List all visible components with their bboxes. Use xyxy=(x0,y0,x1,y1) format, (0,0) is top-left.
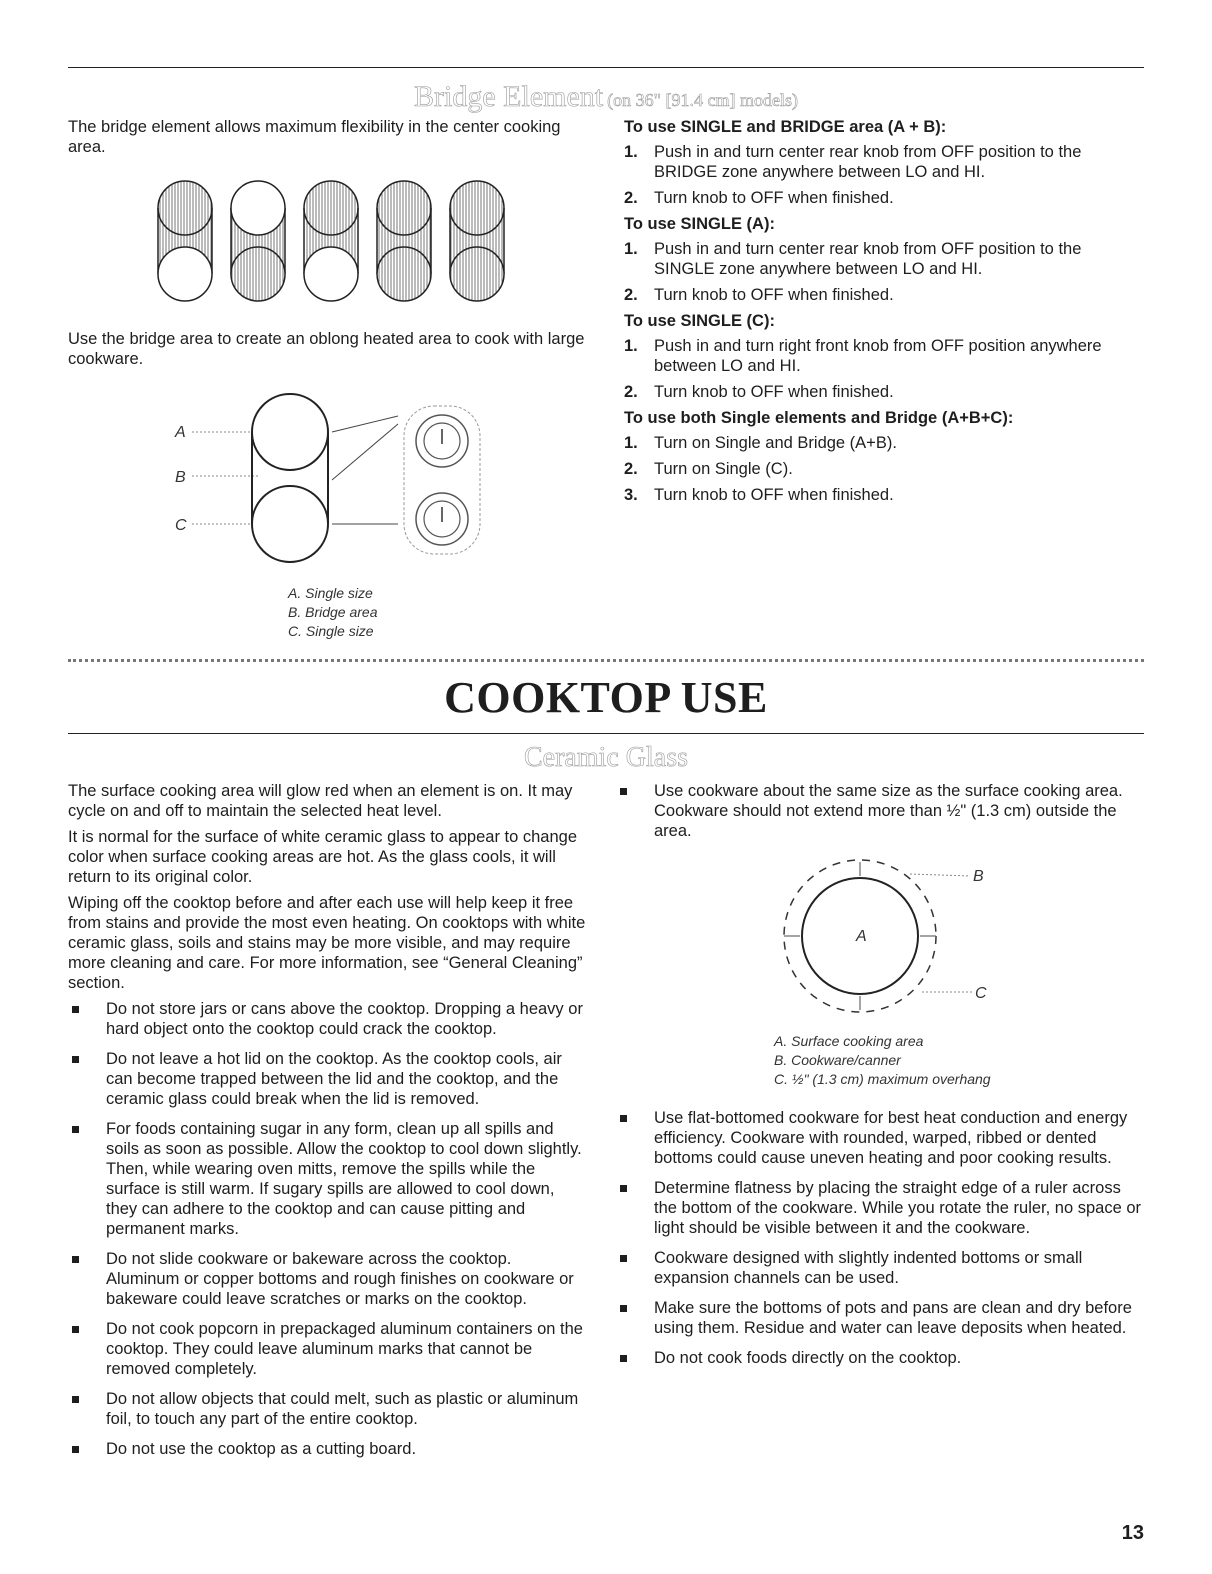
step-text: Turn knob to OFF when finished. xyxy=(654,486,894,504)
step-number: 2. xyxy=(624,383,638,401)
instruction-step xyxy=(624,459,1144,479)
bridge-area-text: Use the bridge area to create an oblong heated area to cook with large cookware. xyxy=(68,330,585,368)
bullet-icon xyxy=(72,1326,79,1333)
step-text: Push in and turn right front knob from OFF position anywhere between LO and HI. xyxy=(654,337,1102,375)
section-divider xyxy=(68,659,1144,662)
list-item xyxy=(616,781,1144,841)
ceramic-glass-title: Ceramic Glass xyxy=(523,742,689,773)
instruction-section-single-a xyxy=(624,214,1144,305)
cookware-caption-c: C. ½" (1.3 cm) maximum overhang xyxy=(774,1071,991,1087)
step-number: 2. xyxy=(624,460,638,478)
list-item-text: Do not slide cookware or bakeware across the cooktop. Aluminum or copper bottoms and rough finishes on cookware or bakeware could leave scratches or marks on the cooktop. xyxy=(106,1250,574,1308)
instruction-heading: To use SINGLE (C): xyxy=(624,312,775,330)
step-text: Push in and turn center rear knob from OFF position to the BRIDGE zone anywhere between LO and HI. xyxy=(654,143,1082,181)
list-item xyxy=(68,1049,588,1109)
list-item-text: Make sure the bottoms of pots and pans are clean and dry before using them. Residue and water can leave deposits when heated. xyxy=(654,1299,1132,1337)
step-text: Turn on Single and Bridge (A+B). xyxy=(654,434,897,452)
list-item xyxy=(616,1248,1144,1288)
bullet-icon xyxy=(620,1255,627,1262)
bridge-area-text-block xyxy=(68,329,598,375)
burner-combinations-diagram xyxy=(150,172,510,314)
instruction-step xyxy=(624,336,1144,376)
list-item xyxy=(68,1119,588,1239)
step-text: Turn knob to OFF when finished. xyxy=(654,189,894,207)
instruction-step xyxy=(624,285,1144,305)
ceramic-paragraph: Wiping off the cooktop before and after each use will help keep it free from stains and provide the most even heating. On cooktops with white ceramic glass, soils and stains may be more visible, and may require more cleaning and care. For more information, see “General Cleaning” section. xyxy=(68,894,586,992)
bridge-instructions xyxy=(624,117,1144,511)
instruction-section-all xyxy=(624,408,1144,505)
bullet-icon xyxy=(72,1006,79,1013)
burner-combo-1 xyxy=(158,181,212,301)
ceramic-paragraph: It is normal for the surface of white ceramic glass to appear to change color when surface cooking areas are hot. As the glass cools, it will return to its original color. xyxy=(68,828,578,886)
instruction-heading: To use both Single elements and Bridge (A+B+C): xyxy=(624,409,1014,427)
bridge-label-a: A xyxy=(175,424,186,441)
bullet-icon xyxy=(620,788,627,795)
step-number: 1. xyxy=(624,434,638,452)
title-rule xyxy=(68,733,1144,734)
bullet-icon xyxy=(620,1305,627,1312)
bridge-captions xyxy=(288,584,378,641)
list-item-text: Cookware designed with slightly indented bottoms or small expansion channels can be used. xyxy=(654,1249,1083,1287)
bridge-caption-c: C. Single size xyxy=(288,623,374,639)
instruction-step xyxy=(624,485,1144,505)
burner-combo-5 xyxy=(450,181,504,301)
instruction-step xyxy=(624,188,1144,208)
list-item xyxy=(616,1108,1144,1168)
cookware-caption-b: B. Cookware/canner xyxy=(774,1052,901,1068)
bridge-caption-b: B. Bridge area xyxy=(288,604,378,620)
step-number: 2. xyxy=(624,189,638,207)
instruction-section-single-bridge xyxy=(624,117,1144,208)
list-item xyxy=(68,999,588,1039)
cookware-captions xyxy=(774,1032,991,1089)
bullet-icon xyxy=(620,1185,627,1192)
list-item-text: Do not use the cooktop as a cutting board. xyxy=(106,1440,417,1458)
bullet-icon xyxy=(72,1446,79,1453)
burner-combo-3 xyxy=(304,181,358,301)
list-item-text: Do not allow objects that could melt, such as plastic or aluminum foil, to touch any part of the entire cooktop. xyxy=(106,1390,579,1428)
instruction-step xyxy=(624,239,1144,279)
instruction-step xyxy=(624,433,1144,453)
cookware-caption-a: A. Surface cooking area xyxy=(774,1033,924,1049)
bullet-icon xyxy=(72,1256,79,1263)
top-rule xyxy=(68,67,1144,68)
cookware-label-b: B xyxy=(973,868,984,885)
bullet-icon xyxy=(72,1056,79,1063)
bridge-label-b: B xyxy=(175,469,186,486)
list-item-text: Do not store jars or cans above the cooktop. Dropping a heavy or hard object onto the cooktop could crack the cooktop. xyxy=(106,1000,583,1038)
list-item-text: Do not cook foods directly on the cooktop. xyxy=(654,1349,962,1367)
list-item xyxy=(616,1178,1144,1238)
bullet-icon xyxy=(620,1355,627,1362)
bullet-icon xyxy=(72,1126,79,1133)
bullet-icon xyxy=(72,1396,79,1403)
list-item xyxy=(616,1298,1144,1338)
bridge-caption-a: A. Single size xyxy=(288,585,373,601)
ceramic-left-column xyxy=(68,781,588,1469)
step-number: 1. xyxy=(624,240,638,258)
instruction-heading: To use SINGLE (A): xyxy=(624,215,775,233)
instruction-step xyxy=(624,382,1144,402)
bridge-intro: The bridge element allows maximum flexibility in the center cooking area. xyxy=(68,118,561,156)
bullet-icon xyxy=(620,1115,627,1122)
ceramic-paragraph: The surface cooking area will glow red when an element is on. It may cycle on and off to maintain the selected heat level. xyxy=(68,782,573,820)
bridge-section-title xyxy=(0,80,1212,114)
bridge-left-column xyxy=(68,117,598,163)
step-number: 3. xyxy=(624,486,638,504)
cookware-label-c: C xyxy=(975,985,987,1002)
list-item-text: Use flat-bottomed cookware for best heat conduction and energy efficiency. Cookware with rounded, warped, ribbed or dented bottoms could cause uneven heating and poor cooking results. xyxy=(654,1109,1128,1167)
burner-combo-2 xyxy=(231,181,285,301)
step-text: Push in and turn center rear knob from OFF position to the SINGLE zone anywhere between LO and HI. xyxy=(654,240,1082,278)
ceramic-right-column-top xyxy=(616,781,1144,851)
step-number: 1. xyxy=(624,143,638,161)
step-text: Turn knob to OFF when finished. xyxy=(654,286,894,304)
list-item-text: For foods containing sugar in any form, clean up all spills and soils as soon as possible. Allow the cooktop to cool down slightly. Then, while wearing oven mitts, remove the spills while the surface is still warm. If sugary spills are allowed to cool down, they can adhere to the cooktop and can cause pitting and permanent marks. xyxy=(106,1120,582,1238)
step-text: Turn on Single (C). xyxy=(654,460,793,478)
step-number: 1. xyxy=(624,337,638,355)
page-number: 13 xyxy=(1121,1522,1144,1544)
burner-combo-4 xyxy=(377,181,431,301)
ceramic-right-column-bottom xyxy=(616,1108,1144,1378)
step-text: Turn knob to OFF when finished. xyxy=(654,383,894,401)
cookware-size-diagram xyxy=(770,852,1010,1024)
page-title: COOKTOP USE xyxy=(444,673,768,722)
list-item xyxy=(68,1249,588,1309)
cookware-label-a: A xyxy=(856,928,867,945)
list-item xyxy=(68,1439,588,1459)
step-number: 2. xyxy=(624,286,638,304)
list-item-text: Do not cook popcorn in prepackaged aluminum containers on the cooktop. They could leave aluminum marks that cannot be removed completely. xyxy=(106,1320,583,1378)
list-item xyxy=(616,1348,1144,1368)
bridge-title-main: Bridge Element xyxy=(414,80,604,113)
list-item-text: Do not leave a hot lid on the cooktop. As the cooktop cools, air can become trapped between the lid and the cooktop, and the ceramic glass could break when the lid is removed. xyxy=(106,1050,562,1108)
list-item xyxy=(68,1319,588,1379)
bridge-title-suffix: (on 36" [91.4 cm] models) xyxy=(607,90,798,110)
bridge-label-c: C xyxy=(175,517,187,534)
bridge-element-diagram xyxy=(160,384,500,576)
instruction-section-single-c xyxy=(624,311,1144,402)
list-item-text: Determine flatness by placing the straight edge of a ruler across the bottom of the cookware. While you rotate the ruler, no space or light should be visible between it and the cookware. xyxy=(654,1179,1142,1237)
list-item-text: Use cookware about the same size as the surface cooking area. Cookware should not extend more than ½" (1.3 cm) outside the area. xyxy=(654,782,1123,840)
list-item xyxy=(68,1389,588,1429)
instruction-step xyxy=(624,142,1144,182)
instruction-heading: To use SINGLE and BRIDGE area (A + B): xyxy=(624,118,947,136)
